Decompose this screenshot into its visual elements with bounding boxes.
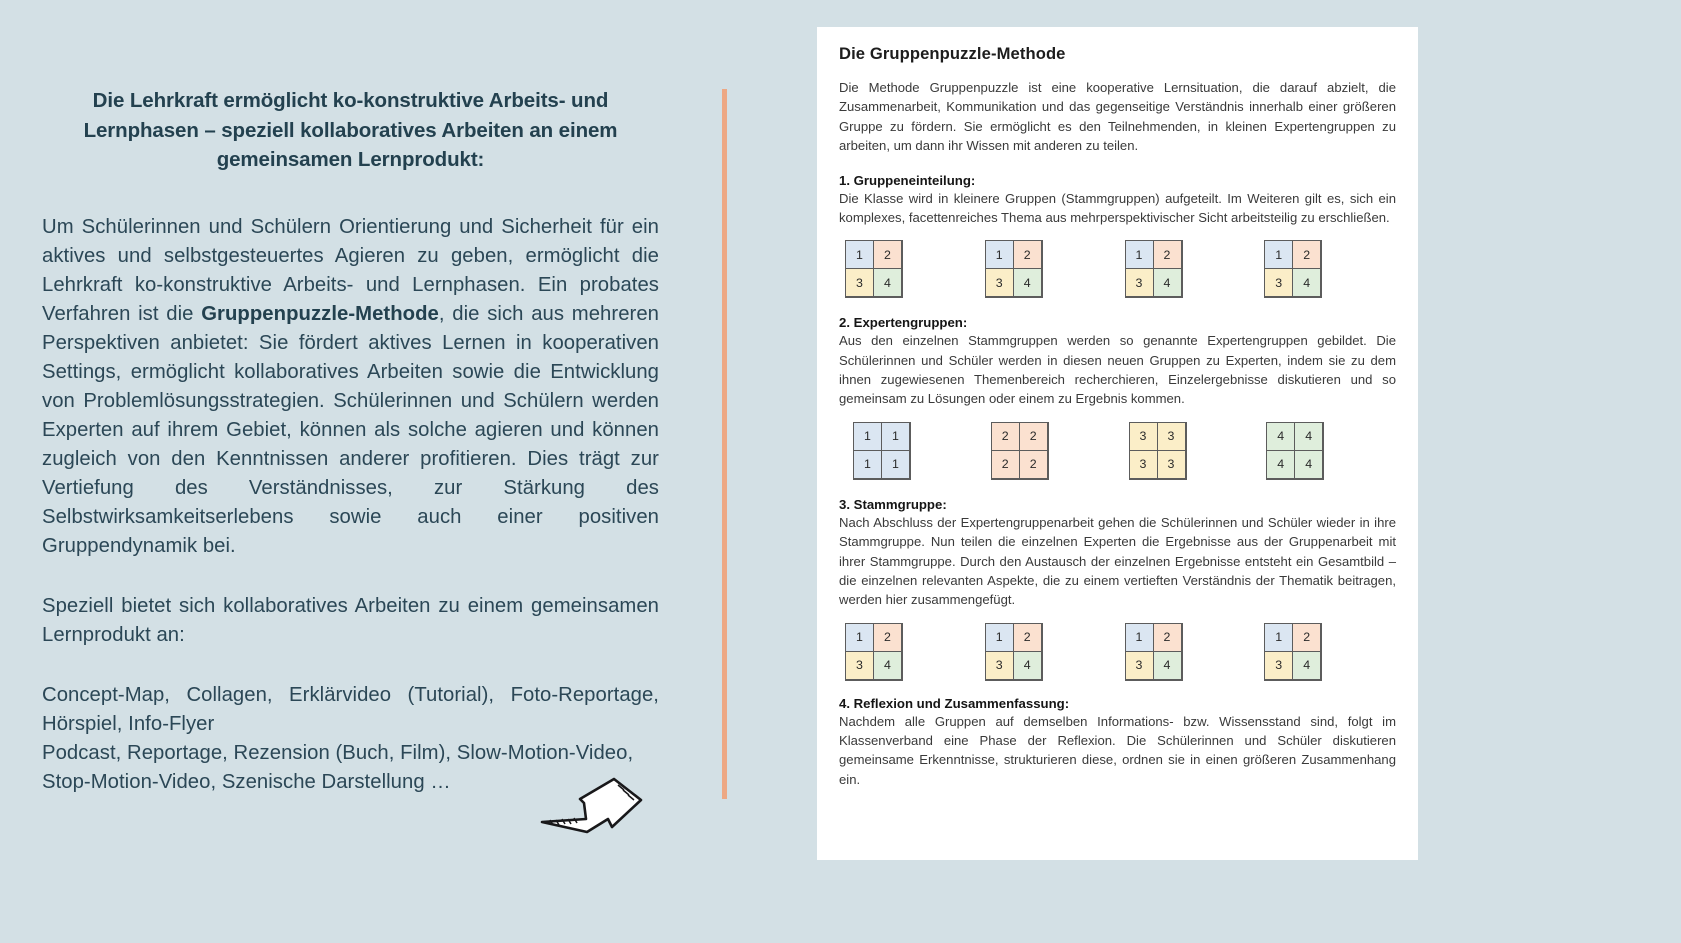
grid-cell: 4 (1294, 422, 1323, 451)
stammgruppe-2 (977, 240, 1117, 298)
group-grid (985, 240, 1043, 298)
left-heading: Die Lehrkraft ermöglicht ko-konstruktive Arbeits- und Lernphasen – speziell kollaboratives Arbeiten an einem gemeinsamen Lernprodukt: (83, 89, 618, 172)
grid-cell: 3 (1157, 450, 1186, 479)
stammgruppe-final-3 (1117, 623, 1257, 681)
stammgruppe-4 (1256, 240, 1396, 298)
grid-cell: 4 (1266, 422, 1295, 451)
panel-section-stammgruppe (839, 497, 1396, 681)
grid-cell: 2 (1292, 623, 1321, 652)
grid-cell: 4 (1266, 450, 1295, 479)
grid-cell: 1 (1125, 240, 1154, 269)
grid-cell: 2 (1292, 240, 1321, 269)
group-grid (991, 422, 1049, 480)
expertengruppe-4 (1258, 422, 1396, 480)
grid-cell: 2 (1019, 422, 1048, 451)
grid-cell: 3 (1125, 651, 1154, 680)
grid-cell: 2 (1013, 623, 1042, 652)
stammgruppe-final-4 (1256, 623, 1396, 681)
panel-title: Die Gruppenpuzzle-Methode (839, 44, 1066, 63)
panel-section-expertengruppen (839, 315, 1396, 480)
section-4-title: 4. Reflexion und Zusammenfassung: (839, 695, 1070, 711)
grid-cell: 3 (985, 268, 1014, 297)
grid-cell: 3 (1129, 450, 1158, 479)
grid-cell: 4 (1292, 651, 1321, 680)
grid-cell: 1 (881, 450, 910, 479)
section-2-text: Aus den einzelnen Stammgruppen werden so genannte Expertengruppen gebildet. Die Schülerinnen und Schüler werden in diesen neuen Gruppen zu Experten, indem sie zu dem ihnen zugewiesenen Themenbereich recherchieren, Einzelergebnisse diskutieren und so gemeinsam zu Lösungen oder einem zu Ergebnis kommen. (839, 333, 1396, 407)
grid-cell: 3 (1125, 268, 1154, 297)
grid-cell: 4 (1294, 450, 1323, 479)
section-2-title: 2. Expertengruppen: (839, 315, 968, 331)
panel-intro-paragraph: Die Methode Gruppenpuzzle ist eine kooperative Lernsituation, die darauf abzielt, die Zusammenarbeit, Kommunikation und das gegenseitige Verständnis innerhalb einer größeren Gruppe zu fördern. Sie ermöglicht es den Teilnehmenden, in kleinen Expertengruppen zu arbeiten, um dann ihr Wissen mit anderen zu teilen. (839, 80, 1396, 154)
grid-cell: 4 (1153, 651, 1182, 680)
grid-cell: 3 (1264, 268, 1293, 297)
grid-cell: 2 (991, 422, 1020, 451)
grid-cell: 2 (873, 623, 902, 652)
grid-cell: 2 (1019, 450, 1048, 479)
expertengruppe-2 (983, 422, 1121, 480)
grid-cell: 3 (845, 268, 874, 297)
grid-cell: 1 (1264, 623, 1293, 652)
grid-cell: 4 (1153, 268, 1182, 297)
group-grid (845, 623, 903, 681)
stammgruppe-final-2 (977, 623, 1117, 681)
left-paragraph-1-text-after: , die sich aus mehreren Perspektiven anbietet: Sie fördert aktives Lernen in kooperativen Settings, ermöglicht kollaboratives Arbeiten sowie die Entwicklung von Problemlösungsstrategien. Schülerinnen und Schülern werden Experten auf ihrem Gebiet, können als solche agieren und können zugleich von den Kenntnissen anderer profitieren. Dies trägt zur Vertiefung des Verständnisses, zur Stärkung des Selbstwirksamkeitserlebens sowie auch einer positiven Gruppendynamik bei. (42, 303, 659, 558)
grid-cell: 1 (985, 240, 1014, 269)
group-grid (1264, 240, 1322, 298)
grid-cell: 1 (1125, 623, 1154, 652)
section-1-grid-row (839, 240, 1396, 298)
left-paragraph-3-products-a: Concept-Map, Collagen, Erklärvideo (Tutorial), Foto-Reportage, Hörspiel, Info-Flyer (42, 684, 659, 736)
grid-cell: 2 (873, 240, 902, 269)
group-grid (853, 422, 911, 480)
group-grid (1129, 422, 1187, 480)
left-paragraph-1 (42, 213, 659, 561)
grid-cell: 2 (1153, 623, 1182, 652)
grid-cell: 4 (873, 651, 902, 680)
grid-cell: 1 (881, 422, 910, 451)
panel-section-gruppeneinteilung (839, 173, 1396, 299)
group-grid (845, 240, 903, 298)
grid-cell: 3 (1129, 422, 1158, 451)
grid-cell: 3 (1157, 422, 1186, 451)
stammgruppe-final-1 (845, 623, 977, 681)
group-grid (1266, 422, 1324, 480)
gruppenpuzzle-methode-emphasis: Gruppenpuzzle-Methode (201, 303, 439, 326)
grid-cell: 4 (873, 268, 902, 297)
grid-cell: 1 (845, 240, 874, 269)
group-grid (1125, 623, 1183, 681)
stammgruppe-3 (1117, 240, 1257, 298)
section-3-text: Nach Abschluss der Expertengruppenarbeit gehen die Schülerinnen und Schüler wieder in ihre Stammgruppe. Nun teilen die einzelnen Experten die Ergebnisse aus der Gruppenarbeit mit ihrer Stammgruppe. Durch den Austausch der einzelnen Ergebnisse entsteht ein Gesamtbild – die einzelnen relevanten Aspekte, die zu einem vertieften Verständnis der Thematik beitragen, werden hier zusammengefügt. (839, 514, 1396, 608)
section-2-grid-row (839, 422, 1396, 480)
left-content (42, 86, 659, 797)
section-3-grid-row (839, 623, 1396, 681)
grid-cell: 2 (1153, 240, 1182, 269)
grid-cell: 4 (1292, 268, 1321, 297)
grid-cell: 4 (1013, 651, 1042, 680)
section-1-title: 1. Gruppeneinteilung: (839, 172, 976, 188)
grid-cell: 2 (991, 450, 1020, 479)
grid-cell: 3 (1264, 651, 1293, 680)
group-grid (985, 623, 1043, 681)
group-grid (1125, 240, 1183, 298)
vertical-divider (722, 89, 727, 799)
section-4-text: Nachdem alle Gruppen auf demselben Informations- bzw. Wissensstand sind, folgt im Klassenverband eine Phase der Reflexion. Die Schülerinnen und Schüler diskutieren gemeinsame Erkenntnisse, strukturieren diese, ordnen sie in einen größeren Zusammenhang ein. (839, 713, 1396, 787)
left-paragraph-2: Speziell bietet sich kollaboratives Arbeiten zu einem gemeinsamen Lernprodukt an: (42, 595, 659, 647)
grid-cell: 2 (1013, 240, 1042, 269)
grid-cell: 3 (985, 651, 1014, 680)
hand-drawn-arrow-icon (540, 775, 644, 835)
panel-section-reflexion (839, 696, 1396, 790)
grid-cell: 3 (845, 651, 874, 680)
left-column (0, 0, 723, 943)
grid-cell: 1 (853, 450, 882, 479)
gruppenpuzzle-info-panel (817, 27, 1418, 860)
section-3-title: 3. Stammgruppe: (839, 496, 947, 512)
expertengruppe-3 (1121, 422, 1259, 480)
group-grid (1264, 623, 1322, 681)
expertengruppe-1 (845, 422, 983, 480)
left-paragraph-1-text-before: Um Schülerinnen und Schülern Orientierung und Sicherheit für ein aktives und selbstgesteuertes Agieren zu geben, ermöglicht die Lehrkraft ko-konstruktive Arbeits- und Lernphasen. Ein probates Verfahren ist die (42, 216, 659, 326)
left-paragraph-4-products-b: Podcast, Reportage, Rezension (Buch, Film), Slow-Motion-Video, Stop-Motion-Video, Szenische Darstellung … (42, 742, 634, 794)
grid-cell: 1 (845, 623, 874, 652)
section-1-text: Die Klasse wird in kleinere Gruppen (Stammgruppen) aufgeteilt. Im Weiteren gilt es, sich ein komplexes, facettenreiches Thema aus mehrperspektivischer Sicht arbeitsteilig zu erschließen. (839, 190, 1396, 225)
stammgruppe-1 (845, 240, 977, 298)
grid-cell: 4 (1013, 268, 1042, 297)
grid-cell: 1 (1264, 240, 1293, 269)
grid-cell: 1 (985, 623, 1014, 652)
grid-cell: 1 (853, 422, 882, 451)
